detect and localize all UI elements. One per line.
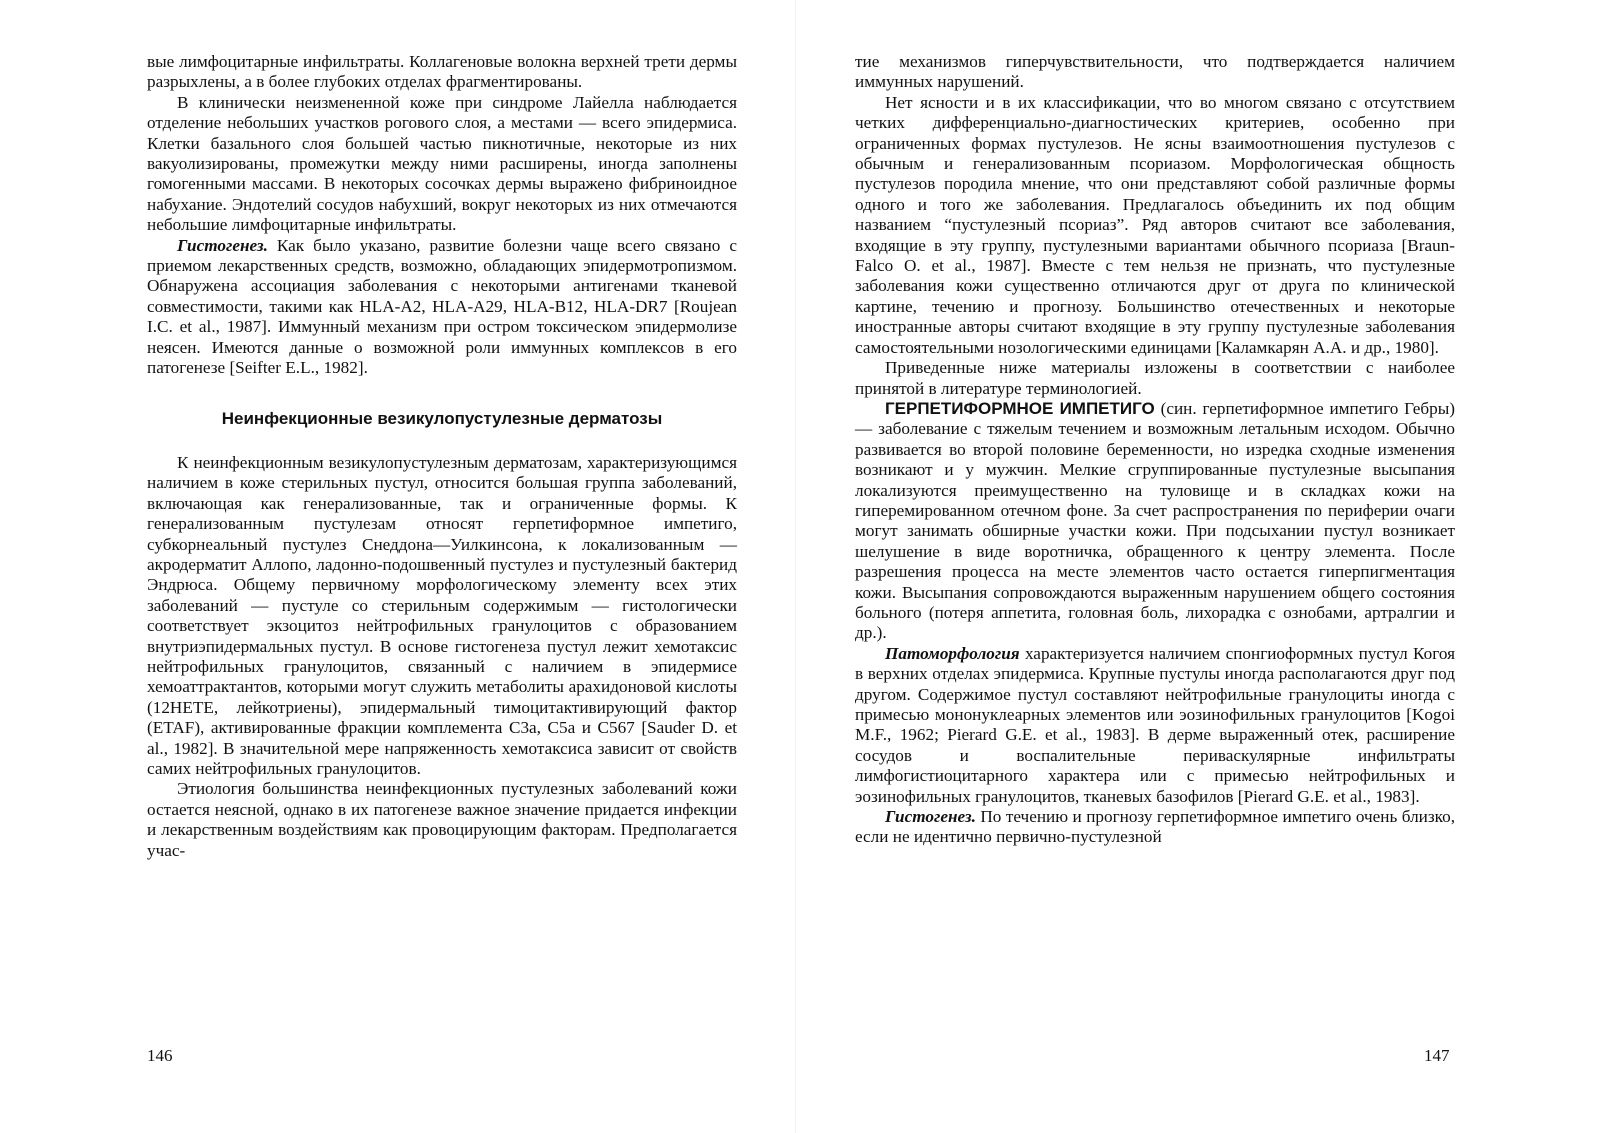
paragraph-text: характеризуется наличием спонгиоформных пустул Когоя в верхних отделах эпидермиса. Крупные пустулы иногда располагаются друг под другом. Содержимое пустул составляют нейтрофильные гранулоциты иногда с примесью мононуклеарных элементов или эозинофильных гранулоцитов [Kogoi M.F., 1962; Pierard G.E. et al., 1983]. В дерме выраженный отек, расширение сосудов и воспалительные периваскулярные инфильтраты лимфогистиоцитарного характера или с примесью нейтрофильных и эозинофильных гранулоцитов, тканевых базофилов [Pierard G.E. et al., 1983]. — [855, 643, 1455, 806]
paragraph: В клинически неизмененной коже при синдроме Лайелла наблюдается отделение небольших участков рогового слоя, а местами — всего эпидермиса. Клетки базального слоя большей частью пикнотичные, некоторые из них вакуолизированы, промежутки между ними расширены, иногда заполнены гомогенными массами. В некоторых сосочках дермы выражено фибриноидное набухание. Эндотелий сосудов набухший, вокруг некоторых из них отмечаются небольшие лимфоцитарные инфильтраты. — [147, 92, 737, 235]
run-in-heading: Гистогенез. — [177, 235, 268, 255]
paragraph-text: По течению и прогнозу герпетиформное импетиго очень близко, если не идентично первично-пустулезной — [855, 807, 1455, 847]
term-heading: ГЕРПЕТИФОРМНОЕ ИМПЕТИГО — [885, 398, 1155, 418]
paragraph — [855, 644, 1455, 807]
paragraph — [855, 399, 1455, 644]
paragraph-text: (син. герпетиформное импетиго Гебры) — заболевание с тяжелым течением и возможным летальным исходом. Обычно развивается во второй половине беременности, но изредка сходные изменения возникают и у мужчин. Мелкие сгруппированные пустулезные высыпания локализуются преимущественно на туловище и в складках кожи на гиперемированном отечном фоне. За счет распространения по периферии очаги могут занимать обширные участки кожи. При подсыхании пустул возникает шелушение в виде воротничка, обращенного к центру элемента. После разрешения процесса на месте элементов часто остается гиперпигментация кожи. Высыпания сопровождаются выраженным нарушением общего состояния больного (потеря аппетита, головная боль, лихорадка с ознобами, артралгии и др.). — [855, 398, 1455, 643]
page-number: 146 — [147, 1046, 173, 1065]
paragraph: вые лимфоцитарные инфильтраты. Коллагеновые волокна верхней трети дермы разрыхлены, а в более глубоких отделах фрагментированы. — [147, 52, 737, 92]
paragraph: тие механизмов гиперчувствительности, что подтверждается наличием иммунных нарушений. — [855, 52, 1455, 92]
paragraph — [147, 236, 737, 379]
page-number: 147 — [1424, 1046, 1450, 1065]
run-in-heading: Гистогенез. — [885, 807, 976, 827]
right-page — [855, 52, 1455, 848]
paragraph-text: Как было указано, развитие болезни чаще всего связано с приемом лекарственных средств, возможно, обладающих эпидермотропизмом. Обнаружена ассоциация заболевания с некоторыми антигенами тканевой совместимости, такими как HLA-A2, HLA-A29, HLA-B12, HLA-DR7 [Roujean I.C. et al., 1987]. Иммунный механизм при остром токсическом эпидермолизе неясен. Имеются данные о возможной роли иммунных комплексов в его патогенезе [Seifter E.L., 1982]. — [147, 235, 737, 378]
paragraph: Этиология большинства неинфекционных пустулезных заболеваний кожи остается неясной, однако в их патогенезе важное значение придается инфекции и лекарственным воздействиям как провоцирующим факторам. Предполагается учас- — [147, 779, 737, 860]
left-page — [147, 52, 737, 861]
paragraph: Нет ясности и в их классификации, что во многом связано с отсутствием четких дифференциально-диагностических критериев, особенно при ограниченных формах пустулезов. Не ясны взаимоотношения пустулезов с обычным и генерализованным псориазом. Морфологическая общность пустулезов породила мнение, что они представляют собой различные формы одного и того же заболевания. Предлагалось объединить их под общим названием “пустулезный псориаз”. Ряд авторов считают все заболевания, входящие в эту группу, пустулезными вариантами обычного псориаза [Braun-Falco O. et al., 1987]. Вместе с тем нельзя не признать, что пустулезные заболевания кожи существенно отличаются друг от друга по клинической картине, течению и прогнозу. Большинство отечественных и некоторые иностранные авторы считают входящие в эту группу пустулезные заболевания самостоятельными нозологическими единицами [Каламкарян А.А. и др., 1980]. — [855, 92, 1455, 357]
paragraph: К неинфекционным везикулопустулезным дерматозам, характеризующимся наличием в коже стерильных пустул, относится большая группа заболеваний, включающая как генерализованные, так и ограниченные формы. К генерализованным пустулезам относят герпетиформное импетиго, субкорнеальный пустулез Снеддона—Уилкинсона, к локализованным — акродерматит Аллопо, ладонно-подошвенный пустулез и пустулезный бактерид Эндрюса. Общему первичному морфологическому элементу всех этих заболеваний — пустуле со стерильным содержимым — гистологически соответствует экзоцитоз нейтрофильных гранулоцитов с образованием внутриэпидермальных пустул. В основе гистогенеза пустул лежит хемотаксис нейтрофильных гранулоцитов, связанный с наличием в эпидермисе хемоаттрактантов, которыми могут служить метаболиты арахидоновой кислоты (12HETE, лейкотриены), эпидермальный тимоцитактивирующий фактор (ETAF), активированные фракции комплемента C3a, C5a и C567 [Sauder D. et al., 1982]. В значительной мере напряженность хемотаксиса зависит от свойств самих нейтрофильных гранулоцитов. — [147, 452, 737, 778]
section-heading: Неинфекционные везикулопустулезные дерматозы — [221, 408, 663, 428]
run-in-heading: Патоморфология — [885, 643, 1020, 663]
paragraph: Приведенные ниже материалы изложены в соответствии с наиболее принятой в литературе терминологией. — [855, 358, 1455, 398]
page-gutter — [795, 0, 796, 1133]
paragraph — [855, 807, 1455, 848]
